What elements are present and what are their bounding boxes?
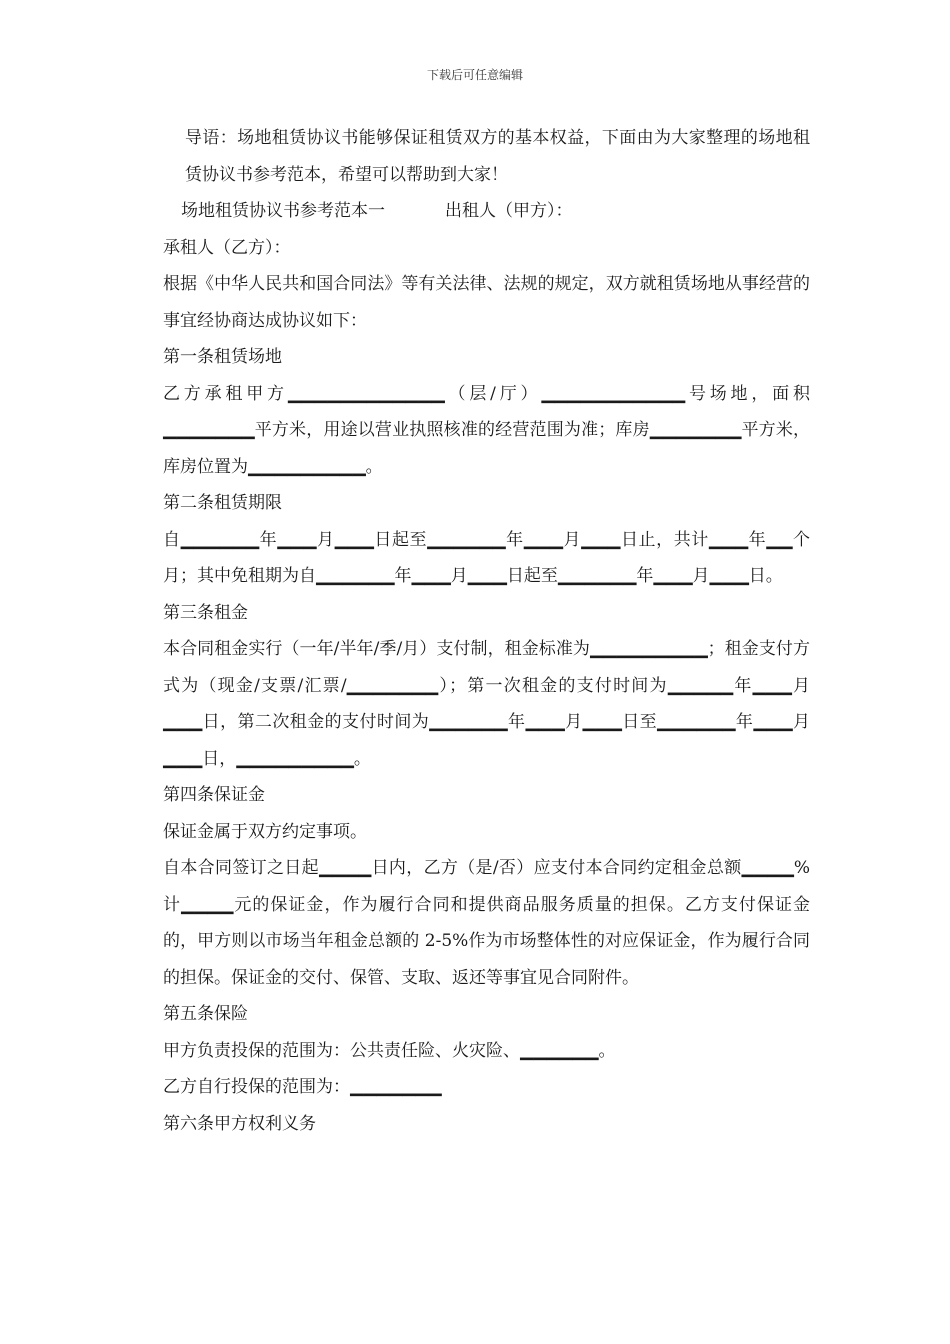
- lessor-label: 出租人（甲方）：: [445, 201, 573, 221]
- lessee-label: 承租人（乙方）：: [163, 237, 291, 258]
- article-5-text-1: 甲方负责投保的范围为：公共责任险、火灾险、▁▁▁▁▁▁。: [163, 1040, 616, 1061]
- article-5-heading: 第五条保险: [163, 1004, 248, 1024]
- article-4-heading: 第四条保证金: [163, 785, 265, 805]
- article-3-heading: 第三条租金: [163, 602, 248, 623]
- title-line: [145, 193, 810, 230]
- article-2-text: 自▁▁▁▁▁▁年▁▁▁月▁▁▁日起至▁▁▁▁▁▁年▁▁▁月▁▁▁日止，共计▁▁▁年▁▁个月；其中免租期为自▁▁▁▁▁▁年▁▁▁月▁▁▁日起至▁▁▁▁▁▁年▁▁▁月▁▁▁日。: [163, 529, 810, 586]
- article-4-text-2: 自本合同签订之日起▁▁▁▁日内，乙方（是/否）应支付本合同约定租金总额▁▁▁▁%计▁▁▁▁元的保证金，作为履行合同和提供商品服务质量的担保。乙方支付保证金的，甲方则以市场当年租金总额的 2-5%作为市场整体性的对应保证金，作为履行合同的担保。保证金的交付、保管、支取、返还等事宜见合同附件。: [163, 858, 810, 988]
- article-1-text: 乙方承租甲方▁▁▁▁▁▁▁▁▁▁▁▁（层/厅）▁▁▁▁▁▁▁▁▁▁▁号场地，面积▁▁▁▁▁▁▁平方米，用途以营业执照核准的经营范围为准；库房▁▁▁▁▁▁▁平方米，库房位置为▁▁▁▁▁▁▁▁▁。: [163, 383, 810, 477]
- article-3-text: 本合同租金实行（一年/半年/季/月）支付制，租金标准为▁▁▁▁▁▁▁▁▁；租金支付方式为（现金/支票/汇票/▁▁▁▁▁▁▁）；第一次租金的支付时间为▁▁▁▁▁年▁▁▁月▁▁▁日，第二次租金的支付时间为▁▁▁▁▁▁年▁▁▁月▁▁▁日至▁▁▁▁▁▁年▁▁▁月▁▁▁日，▁▁▁▁▁▁▁▁▁。: [163, 639, 810, 769]
- document-title: 场地租赁协议书参考范本一: [181, 201, 385, 221]
- article-5-text-2: 乙方自行投保的范围为：▁▁▁▁▁▁▁: [163, 1077, 442, 1097]
- article-4-text-1: 保证金属于双方约定事项。: [163, 821, 367, 842]
- document-body: [145, 120, 810, 1142]
- article-2-heading: 第二条租赁期限: [163, 493, 282, 513]
- intro-paragraph: 导语：场地租赁协议书能够保证租赁双方的基本权益，下面由为大家整理的场地租赁协议书参考范本，希望可以帮助到大家！: [185, 128, 810, 185]
- article-6-heading: 第六条甲方权利义务: [163, 1113, 316, 1134]
- preamble-paragraph: 根据《中华人民共和国合同法》等有关法律、法规的规定，双方就租赁场地从事经营的事宜经协商达成协议如下：: [163, 274, 810, 331]
- page-header: 下载后可任意编辑: [426, 68, 523, 82]
- article-1-heading: 第一条租赁场地: [163, 347, 282, 367]
